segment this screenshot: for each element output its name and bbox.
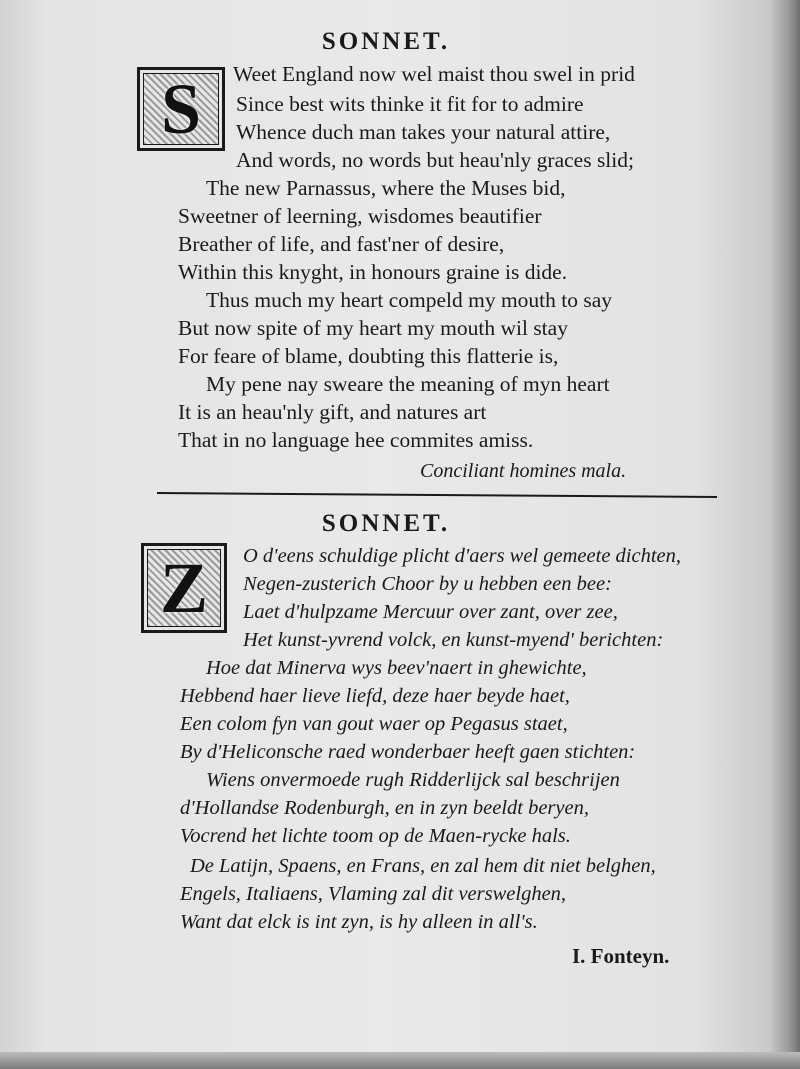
poem-line: Engels, Italiaens, Vlaming zal dit verswelghen, bbox=[180, 883, 567, 905]
poem-line: Want dat elck is int zyn, is hy alleen in all's. bbox=[180, 911, 538, 933]
initial-letter: S bbox=[160, 68, 202, 149]
poem-line: For feare of blame, doubting this flatterie is, bbox=[178, 344, 559, 368]
poem-line: My pene nay sweare the meaning of myn heart bbox=[206, 372, 610, 396]
decorated-initial-z bbox=[141, 543, 227, 633]
initial-letter: Z bbox=[159, 547, 209, 628]
motto: Conciliant homines mala. bbox=[420, 460, 627, 482]
poem-line: Hoe dat Minerva wys beev'naert in ghewichte, bbox=[206, 657, 587, 679]
book-gutter bbox=[772, 0, 800, 1069]
sonnet-title: SONNET. bbox=[321, 28, 451, 55]
poem-line: But now spite of my heart my mouth wil stay bbox=[178, 316, 568, 340]
poem-line: d'Hollandse Rodenburgh, en in zyn beeldt beryen, bbox=[180, 797, 589, 819]
sonnet-title: SONNET. bbox=[321, 510, 451, 537]
poem-line: Een colom fyn van gout waer op Pegasus staet, bbox=[180, 713, 568, 735]
page-bottom-edge bbox=[0, 1052, 800, 1069]
poem-line: Vocrend het lichte toom op de Maen-rycke hals. bbox=[180, 825, 571, 847]
poem-line: The new Parnassus, where the Muses bid, bbox=[206, 176, 566, 200]
poem-line: And words, no words but heau'nly graces slid; bbox=[236, 148, 634, 172]
signature: I. Fonteyn. bbox=[572, 944, 670, 968]
poem-line: Weet England now wel maist thou swel in prid bbox=[233, 62, 635, 86]
decorated-initial-s bbox=[137, 67, 225, 151]
poem-line: Whence duch man takes your natural attire, bbox=[236, 120, 611, 144]
poem-line: De Latijn, Spaens, en Frans, en zal hem dit niet belghen, bbox=[190, 855, 656, 877]
poem-line: Sweetner of leerning, wisdomes beautifier bbox=[178, 204, 542, 228]
poem-line: That in no language hee commites amiss. bbox=[178, 428, 534, 452]
poem-line: Wiens onvermoede rugh Ridderlijck sal beschrijen bbox=[206, 769, 620, 791]
poem-line: It is an heau'nly gift, and natures art bbox=[178, 400, 487, 424]
poem-line: By d'Heliconsche raed wonderbaer heeft gaen stichten: bbox=[180, 741, 636, 763]
poem-line: Laet d'hulpzame Mercuur over zant, over zee, bbox=[243, 601, 618, 623]
poem-line: Negen-zusterich Choor by u hebben een bee: bbox=[243, 573, 612, 595]
poem-line: Since best wits thinke it fit for to admire bbox=[236, 92, 584, 116]
poem-line: O d'eens schuldige plicht d'aers wel gemeete dichten, bbox=[243, 545, 682, 567]
poem-line: Hebbend haer lieve liefd, deze haer beyde haet, bbox=[180, 685, 570, 707]
poem-line: Within this knyght, in honours graine is dide. bbox=[178, 260, 568, 284]
poem-line: Breather of life, and fast'ner of desire, bbox=[178, 232, 505, 256]
poem-line: Thus much my heart compeld my mouth to say bbox=[206, 288, 613, 312]
poem-line: Het kunst-yvrend volck, en kunst-myend' berichten: bbox=[243, 629, 664, 651]
